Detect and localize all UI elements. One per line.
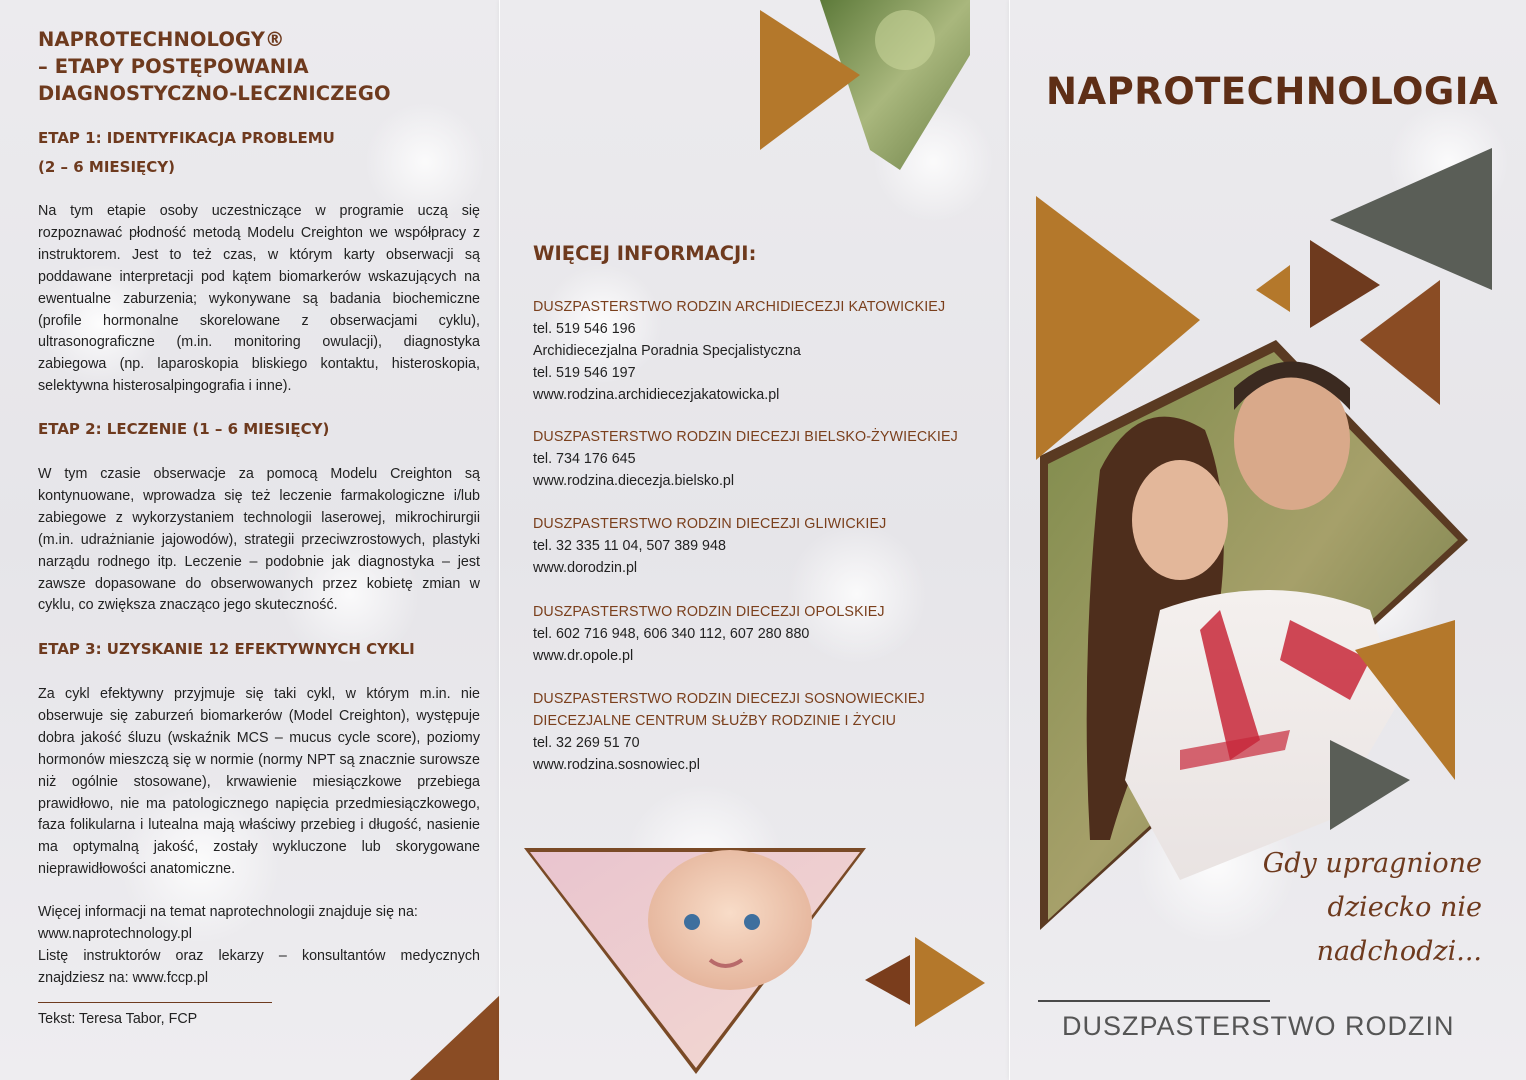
top-nature-photo-triangle	[690, 0, 970, 175]
stage2-text: W tym czasie obserwacje za pomocą Modelu Creighton są kontynuowane, wprowadza się też leczenie farmakologiczne i/lub zabiegowe z wykorzystaniem technologii laserowej, mikrochirurgii (m.in. udrażnianie jajowodów), strategii przeciwzrostowych, plastyki narządu rodnego itp. Leczenie – podobnie jak diagnostyka – jest zawsze dopasowane do obserwowanych przez kobietę zmian w cyklu, co zwiększa znacząco jego skuteczność.	[38, 466, 480, 614]
text-credit: Tekst: Teresa Tabor, FCP	[38, 1011, 198, 1027]
cover-photo-and-triangles	[1030, 140, 1526, 940]
contact-opole: DUSZPASTERSTWO RODZIN DIECEZJI OPOLSKIEJ tel. 602 716 948, 606 340 112, 607 280 880 www.dr.opole.pl	[533, 601, 1003, 667]
cover-tagline: Gdy upragnione dziecko nie nadchodzi...	[1262, 848, 1482, 967]
bottom-triangle-decoration	[860, 935, 990, 1030]
left-title: NAPROTECHNOLOGY® – ETAPY POSTĘPOWANIA DIAGNOSTYCZNO-LECZNICZEGO	[38, 28, 391, 105]
more-info-block: Więcej informacji na temat naprotechnologii znajduje się na: www.naprotechnology.pl Listę instruktorów oraz lekarzy – konsultantów medycznych znajdziesz na: www.fccp.pl	[38, 904, 480, 986]
website-link[interactable]: www.dr.opole.pl	[533, 648, 634, 664]
stage1-heading: ETAP 1: IDENTYFIKACJA PROBLEMU (2 – 6 MIESIĘCY)	[38, 129, 335, 176]
naprotechnology-link[interactable]: www.naprotechnology.pl	[38, 925, 192, 942]
contact-gliwice: DUSZPASTERSTWO RODZIN DIECEZJI GLIWICKIEJ tel. 32 335 11 04, 507 389 948 www.dorodzin.pl	[533, 513, 1003, 579]
contact-katowice: DUSZPASTERSTWO RODZIN ARCHIDIECEZJI KATOWICKIEJ tel. 519 546 196 Archidiecezjalna Poradnia Specjalistyczna tel. 519 546 197 www.rodzina.archidiecezjakatowicka.pl	[533, 296, 1003, 406]
corner-triangle-decoration	[400, 995, 500, 1080]
website-link[interactable]: www.rodzina.diecezja.bielsko.pl	[533, 473, 735, 489]
more-info-heading: WIĘCEJ INFORMACJI:	[533, 242, 757, 265]
stage2-heading: ETAP 2: LECZENIE (1 – 6 MIESIĘCY)	[38, 420, 330, 438]
contact-sosnowiec: DUSZPASTERSTWO RODZIN DIECEZJI SOSNOWIECKIEJ DIECEZJALNE CENTRUM SŁUŻBY RODZINIE I ŻYCIU tel. 32 269 51 70 www.rodzina.sosnowiec.pl	[533, 688, 1003, 776]
cover-title: NAPROTECHNOLOGIA	[1046, 70, 1499, 113]
footer-divider	[1038, 1000, 1270, 1002]
baby-photo-triangle	[520, 842, 870, 1080]
stage3-text: Za cykl efektywny przyjmuje się taki cykl, w którym m.in. nie obserwuje się zaburzeń biomarkerów (Model Creighton), występuje dobra jakość śluzu (wskaźnik MCS – mucus cycle score), poziomy hormonów mieszczą się w normie (normy NPT są znacznie surowsze niż ogólnie stosowane), krwawienie miesiączkowe przebiega prawidłowo, nie ma patologicznego napięcia przedmiesiączkowego, faza folikularna i lutealna mają właściwy przebieg i długość, nasienie ma optymalną jakość, zostały wykluczone lub skorygowane nieprawidłowości anatomiczne.	[38, 686, 480, 878]
stage1-text: Na tym etapie osoby uczestniczące w programie uczą się rozpoznawać płodność metodą Modelu Creighton we współpracy z instruktorem. Jest to też czas, w którym karty obserwacji są poddawane interpretacji pod kątem biomarkerów wskazujących na ewentualne zaburzenia; wykonywane są badania biochemiczne (profile hormonalne skorelowane z obserwacjami cyklu), ultrasonograficzne (m.in. monitoring owulacji), diagnostyka zabiegowa (np. laparoskopia bliskiego kontaktu, histeroskopia, selektywna histerosalpingografia i inne).	[38, 203, 480, 395]
contact-bielsko: DUSZPASTERSTWO RODZIN DIECEZJI BIELSKO-ŻYWIECKIEJ tel. 734 176 645 www.rodzina.diecezja.bielsko.pl	[533, 426, 1003, 492]
middle-panel	[500, 0, 1010, 1080]
stage3-heading: ETAP 3: UZYSKANIE 12 EFEKTYWNYCH CYKLI	[38, 640, 415, 658]
credit-divider	[38, 1002, 272, 1003]
left-panel	[0, 0, 500, 1080]
cover-footer: DUSZPASTERSTWO RODZIN	[1062, 1011, 1455, 1041]
website-link[interactable]: www.dorodzin.pl	[533, 560, 638, 576]
website-link[interactable]: www.rodzina.sosnowiec.pl	[533, 757, 700, 773]
website-link[interactable]: www.rodzina.archidiecezjakatowicka.pl	[533, 387, 780, 403]
right-panel	[1010, 0, 1526, 1080]
